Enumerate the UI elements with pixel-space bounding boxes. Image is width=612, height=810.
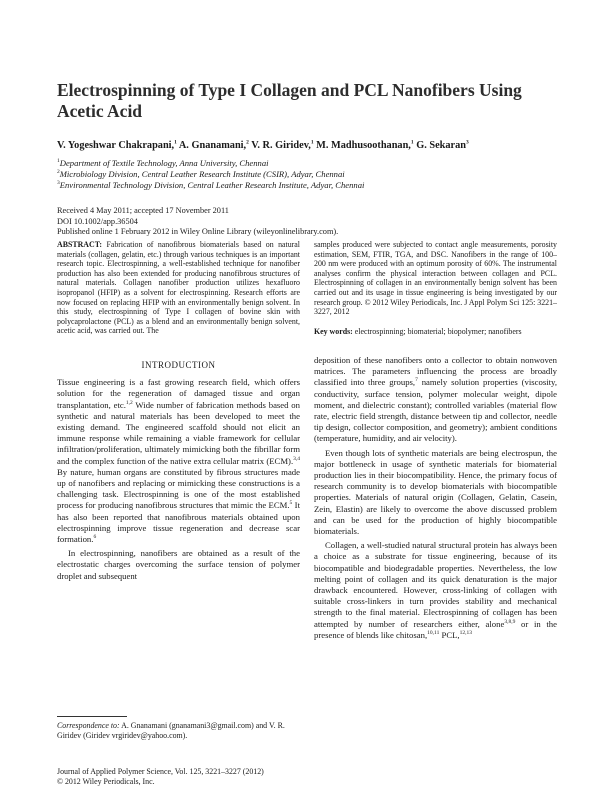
paragraph: In electrospinning, nanofibers are obtained as a result of the electrostatic charges overcoming the surface tension of polymer droplet and subsequent bbox=[57, 548, 300, 581]
author-name: M. Madhusoothanan, bbox=[316, 140, 411, 151]
citation: 3,8,9 bbox=[504, 618, 516, 625]
abstract-left-column bbox=[57, 240, 300, 336]
citation: 7 bbox=[415, 377, 418, 384]
author-name: G. Sekaran bbox=[416, 140, 466, 151]
affiliation bbox=[57, 158, 557, 169]
text-run: Tissue engineering is a fast growing research field, which offers solution for the regeneration of damaged tissue and organ transplantation, etc. bbox=[57, 377, 300, 410]
affil-marker: 3 bbox=[57, 180, 60, 187]
citation: 5 bbox=[289, 500, 293, 507]
affil-text: Environmental Technology Division, Central Leather Research Institute, Adyar, Chennai bbox=[59, 180, 365, 190]
author-affil-ref: 2 bbox=[246, 139, 249, 146]
published-date: Published online 1 February 2012 in Wiley Online Library (wileyonlinelibrary.com). bbox=[57, 227, 339, 236]
author-affil-ref: 1 bbox=[410, 139, 414, 146]
journal-citation: Journal of Applied Polymer Science, Vol. 125, 3221–3227 (2012) bbox=[57, 767, 264, 776]
abstract-label: ABSTRACT: bbox=[57, 240, 103, 249]
footnote-rule bbox=[57, 716, 127, 717]
affiliation bbox=[57, 169, 557, 180]
text-run: deposition of these nanofibers onto a collector to obtain nonwoven matrices. The parameters influencing the process are broadly classified into three groups, bbox=[314, 355, 557, 388]
text-run: Collagen, a well-studied natural structural protein has always been a choice as a substrate for tissue engineering, because of its biocompatible and biodegradable properties. Nevertheless, the low melting point of collagen and its quick denaturation is the major drawback encountered. However, cross-linking of collagen with suitable cross-linkers in turn provides stability and mechanical strength to the final material. Electrospinning of collagen has been attempted by number of researchers either, alone bbox=[314, 540, 557, 629]
author-affil-ref: 3 bbox=[465, 139, 469, 146]
affil-text: Department of Textile Technology, Anna University, Chennai bbox=[59, 158, 269, 168]
author-name: A. Gnanamani, bbox=[178, 140, 247, 151]
doi: DOI 10.1002/app.36504 bbox=[57, 216, 138, 226]
abstract-right-column bbox=[314, 240, 557, 336]
affiliation bbox=[57, 180, 557, 191]
author-affil-ref: 1 bbox=[174, 139, 177, 146]
affil-marker: 2 bbox=[57, 169, 60, 176]
text-run: or in the presence of blends like chitosan, bbox=[314, 618, 557, 640]
citation: 3,4 bbox=[293, 455, 300, 462]
body-left-column bbox=[57, 360, 300, 585]
affil-marker: 1 bbox=[57, 158, 60, 165]
abstract-text: Fabrication of nanofibrous biomaterials based on natural materials (collagen, gelatin, etc.) through various techniques is an important research topic. Electrospinning, a well-established technique for nanofiber production has also been extended for producing nanofibrous structures of natural materials. Collagen nanofiber production utilizes hexafluoro isopropanol (HFIP) as a solvent for electrospinning. Research efforts are now focused on replacing HFIP with an environmentally benign solvent. In this study, electrospinning of Type I collagen of bovine skin with polycaprolactone (PCL) as a blend and an environmentally benign solvent, acetic acid, was carried out. The bbox=[57, 240, 300, 336]
keywords-label: Key words: bbox=[314, 326, 353, 336]
citation: 1,2 bbox=[125, 399, 133, 406]
publication-dates bbox=[57, 206, 557, 238]
text-run: namely solution properties (viscosity, conductivity, surface tension, polymer molecular weight, dipole moment, and dielectric constant); controlled variables (material flow rate, electric field strength, distance between tip and collector, needle tip design, collector composition, and geometry); ambient conditions (temperature, humidity, and air velocity). bbox=[314, 377, 557, 444]
correspondence-label: Correspondence to: bbox=[57, 721, 120, 730]
author-affil-ref: 1 bbox=[310, 139, 314, 146]
correspondence-text: A. Gnanamani (gnanamani3@gmail.com) and V. R. Giridev (Giridev vrgiridev@yahoo.com). bbox=[57, 721, 285, 740]
text-run: PCL, bbox=[439, 629, 460, 640]
paragraph: Even though lots of synthetic materials are being electrospun, the major bottleneck in usage of synthetic materials for biomaterial production lies in their biocompatibility. Hence, the primary focus of research community is to develop biomaterials with biocompatible properties. Materials of natural origin (Collagen, Gelatin, Casein, Zein, Elastin) are likely to overcome the above discussed problem and can be used for the production of highly biocompatible biomaterials. bbox=[314, 447, 557, 537]
keywords-text: electrospinning; biomaterial; biopolymer; nanofibers bbox=[354, 326, 522, 336]
abstract-text: samples produced were subjected to contact angle measurements, porosity estimation, SEM, FTIR, TGA, and DSC. Nanofibers in the range of 100–200 nm were produced with an optimum porosity of 60%. The instrumental analyses confirm the physical interaction between collagen and PCL. Electrospinning of collagen in an environmentally benign solvent has been carried out and its usage in tissue engineering is being investigated by our research group. © 2012 Wiley Periodicals, Inc. J Appl Polym Sci 125: 3221–3227, 2012 bbox=[314, 240, 557, 317]
citation: 6 bbox=[93, 534, 97, 541]
affil-text: Microbiology Division, Central Leather Research Institute (CSIR), Adyar, Chennai bbox=[59, 169, 345, 179]
text-run: By nature, human organs are constituted by fibrous structures made up of nanofibers and replacing or mimicking these constructions is a challenging task. Electrospinning is one of the most established process for producing nanofibrous structures that mimic the ECM. bbox=[57, 466, 300, 511]
author-name: V. Yogeshwar Chakrapani, bbox=[57, 140, 175, 151]
text-run: It has also been reported that nanofibrous materials obtained upon electrospinning improve tissue regeneration and decrease scar formation. bbox=[57, 500, 300, 545]
section-heading: INTRODUCTION bbox=[141, 360, 216, 370]
paragraph bbox=[57, 377, 300, 545]
citation: 10,11 bbox=[427, 629, 440, 636]
author-name: V. R. Giridev, bbox=[251, 140, 311, 151]
affiliations bbox=[57, 158, 557, 191]
journal-footer bbox=[57, 767, 317, 787]
text-run: Wide number of fabrication methods based on synthetic and natural materials has been developed to meet the existing demand. The engineered scaffold should not elicit an immune response while remaining a viable framework for cellular infiltration/proliferation, ultimately mimicking both the fibrillar form and the complex function of the native extra cellular matrix (ECM). bbox=[57, 399, 300, 466]
author-list bbox=[57, 139, 557, 152]
paper-title: Electrospinning of Type I Collagen and PCL Nanofibers Using Acetic Acid bbox=[57, 80, 522, 121]
received-date: Received 4 May 2011; accepted 17 November 2011 bbox=[57, 206, 229, 215]
body-right-column bbox=[314, 355, 557, 644]
citation: 12,13 bbox=[459, 629, 472, 636]
correspondence-footnote bbox=[57, 716, 300, 741]
paragraph bbox=[314, 540, 557, 641]
keywords bbox=[314, 327, 557, 337]
copyright: © 2012 Wiley Periodicals, Inc. bbox=[57, 777, 155, 786]
paragraph bbox=[314, 355, 557, 445]
